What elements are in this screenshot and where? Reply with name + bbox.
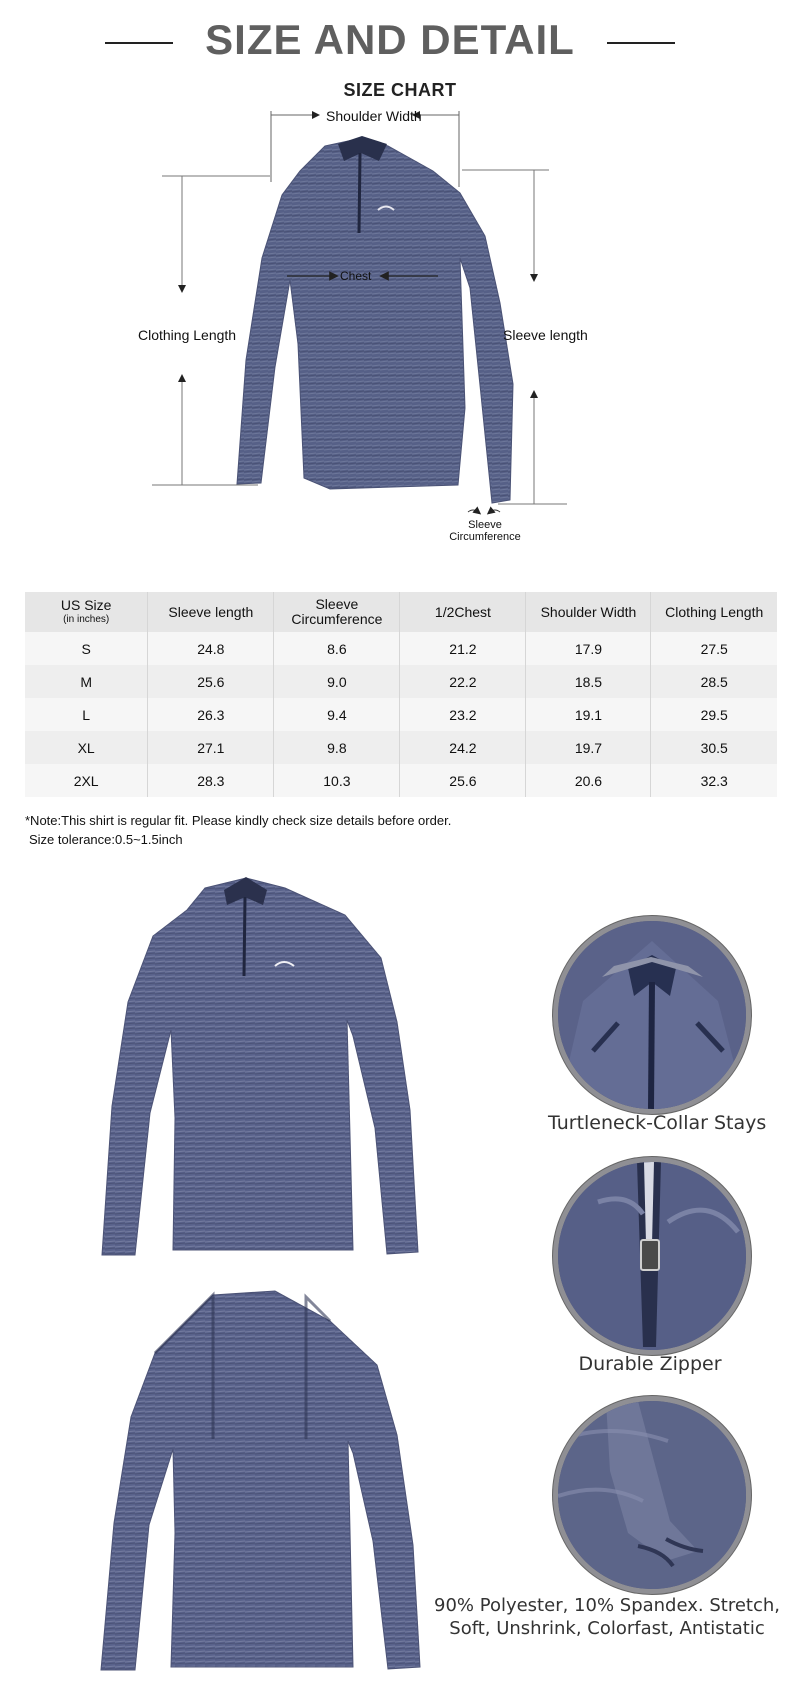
clothing-length-cell: 28.5 xyxy=(651,665,777,698)
diagram-zipper xyxy=(359,153,360,233)
sleeve-circumference-cell: 9.8 xyxy=(274,731,400,764)
shoulder-width-header: Shoulder Width xyxy=(526,592,651,632)
size-cell: S xyxy=(25,632,148,665)
half-chest-cell: 23.2 xyxy=(400,698,526,731)
shirt-diagram-svg xyxy=(140,108,640,578)
shoulder-width-cell: 20.6 xyxy=(526,764,651,797)
shoulder-width-cell: 18.5 xyxy=(526,665,651,698)
sleeve-label-line2: Circumference xyxy=(449,531,521,544)
shoulder-width-cell: 19.7 xyxy=(526,731,651,764)
half-chest-header: 1/2Chest xyxy=(400,592,526,632)
shoulder-width-label: Shoulder Width xyxy=(326,108,422,124)
zipper-detail-image xyxy=(553,1157,751,1355)
size-chart-title: SIZE CHART xyxy=(343,80,457,100)
page-title: SIZE AND DETAIL xyxy=(205,16,575,63)
measurement-diagram xyxy=(140,108,640,578)
sleeve-circumference-header xyxy=(274,592,400,632)
sleeve-circumference-cell: 9.4 xyxy=(274,698,400,731)
chest-label: Chest xyxy=(340,269,372,283)
clothing-length-cell: 29.5 xyxy=(651,698,777,731)
size-cell: M xyxy=(25,665,148,698)
sleeve-circumference-cell: 9.0 xyxy=(274,665,400,698)
half-chest-cell: 22.2 xyxy=(400,665,526,698)
clothing-length-cell: 30.5 xyxy=(651,731,777,764)
composition-line-2: Soft, Unshrink, Colorfast, Antistatic xyxy=(449,1617,765,1639)
collar-detail-image xyxy=(553,916,751,1114)
sleeve-length-cell: 26.3 xyxy=(148,698,274,731)
table-header-row xyxy=(25,592,777,632)
sleeve-label-line1: Sleeve xyxy=(468,519,502,531)
half-chest-cell: 21.2 xyxy=(400,632,526,665)
us-size-header-text: US Size xyxy=(60,597,112,614)
half-chest-cell: 25.6 xyxy=(400,764,526,797)
sleeve-circumference-cell: 10.3 xyxy=(274,764,400,797)
sleeve-length-cell: 25.6 xyxy=(148,665,274,698)
table-row xyxy=(25,731,777,764)
front-shirt-body xyxy=(102,878,418,1255)
collar-detail-label: Turtleneck-Collar Stays xyxy=(548,1112,767,1134)
sleeve-circumference-cell: 8.6 xyxy=(274,632,400,665)
back-shirt-body xyxy=(101,1291,420,1670)
sleeve-length-cell: 24.8 xyxy=(148,632,274,665)
clothing-length-cell: 32.3 xyxy=(651,764,777,797)
sleeve-length-label: Sleeve length xyxy=(503,327,588,343)
size-note xyxy=(25,812,451,850)
note-line-1: *Note:This shirt is regular fit. Please kindly check size details before order. xyxy=(25,813,452,828)
table-row xyxy=(25,698,777,731)
us-size-header xyxy=(25,592,148,632)
zipper-detail-label: Durable Zipper xyxy=(578,1353,722,1375)
clothing-length-cell: 27.5 xyxy=(651,632,777,665)
table-row xyxy=(25,632,777,665)
note-line-2: Size tolerance:0.5~1.5inch xyxy=(29,831,183,847)
header-left-divider xyxy=(105,42,173,44)
front-shirt-image xyxy=(95,870,425,1270)
shoulder-width-cell: 17.9 xyxy=(526,632,651,665)
sleeve-length-header: Sleeve length xyxy=(148,592,274,632)
sleeve-length-cell: 28.3 xyxy=(148,764,274,797)
table-row xyxy=(25,665,777,698)
clothing-length-label: Clothing Length xyxy=(138,327,237,343)
sleeve-circumference-header-line1: Sleeve xyxy=(315,596,359,613)
composition-line-1: 90% Polyester, 10% Spandex. Stretch, xyxy=(434,1595,780,1616)
size-cell: L xyxy=(25,698,148,731)
size-table xyxy=(25,592,777,797)
diagram-shirt-body xyxy=(237,138,513,503)
header-right-divider xyxy=(607,42,675,44)
size-unit-text: (in inches) xyxy=(63,614,110,626)
sleeve-circumference-label xyxy=(445,519,525,543)
sleeve-length-cell: 27.1 xyxy=(148,731,274,764)
table-row xyxy=(25,764,777,797)
back-shirt-image xyxy=(95,1285,425,1675)
shoulder-width-cell: 19.1 xyxy=(526,698,651,731)
size-cell: XL xyxy=(25,731,148,764)
sleeve-circumference-header-line2: Circumference xyxy=(291,611,383,627)
page-header xyxy=(0,12,800,72)
size-cell: 2XL xyxy=(25,764,148,797)
fabric-detail-image xyxy=(553,1396,751,1594)
clothing-length-header: Clothing Length xyxy=(651,592,777,632)
fabric-composition-text xyxy=(432,1595,782,1640)
half-chest-cell: 24.2 xyxy=(400,731,526,764)
